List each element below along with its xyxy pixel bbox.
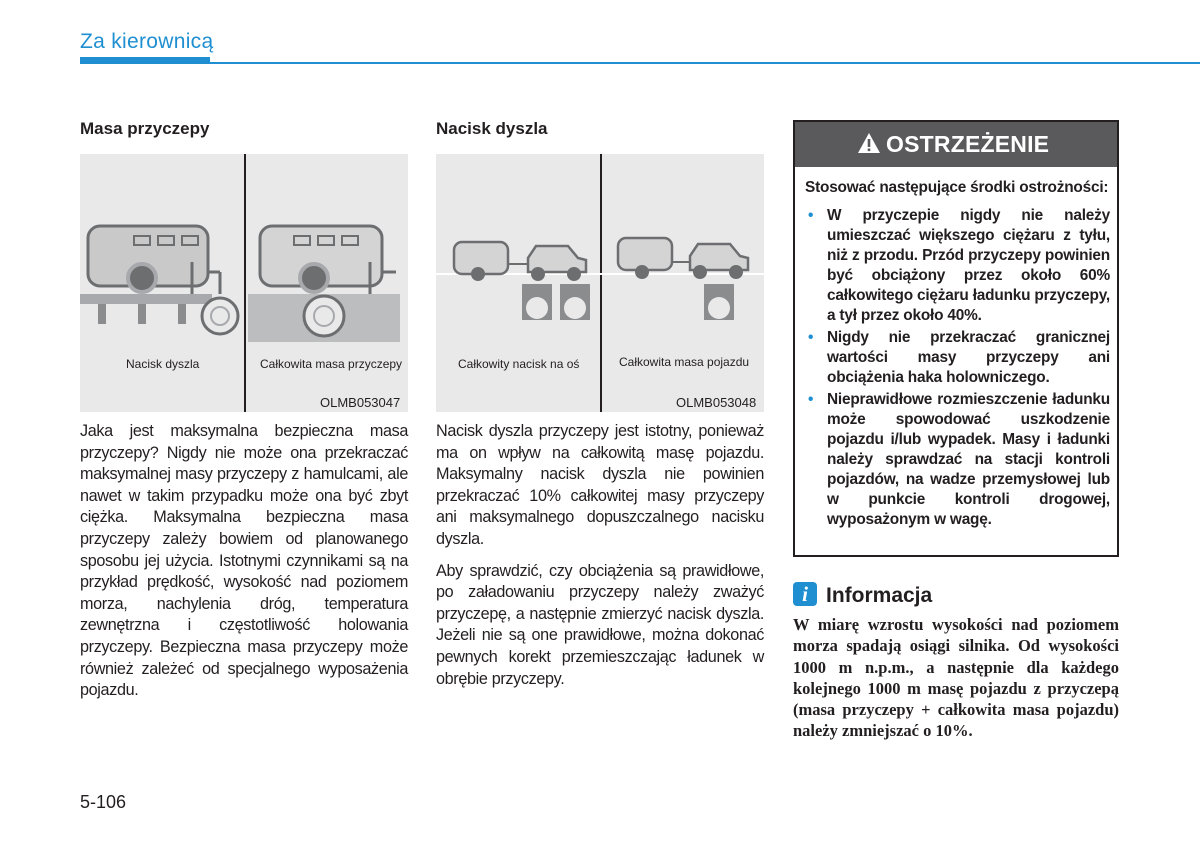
tongue-load-illustration: [436, 154, 764, 412]
info-text: W miarę wzrostu wysokości nad poziomem morza spadają osiągi silnika. Od wysokości 1000 m n.p.m., a następnie dla każdego kolejnego 1000 m masę pojazdu z przyczepą (masa przyczepy + całkowita masa pojazdu) należy zmniejszać o 10%.: [793, 615, 1119, 741]
section-title: Za kierownicą: [80, 30, 214, 53]
warning-title: OSTRZEŻENIE: [886, 131, 1050, 157]
warning-item: [805, 328, 1110, 388]
bullet-icon: •: [808, 207, 814, 224]
header-rule: [80, 62, 1200, 64]
warning-list: [805, 206, 1110, 530]
warning-box: [793, 120, 1119, 557]
heading-trailer-weight: Masa przyczepy: [80, 119, 210, 138]
bullet-icon: •: [808, 391, 814, 408]
figure-code: OLMB053047: [320, 395, 401, 410]
warning-header: [795, 122, 1117, 167]
trailer-right-illustration: [248, 226, 400, 342]
info-icon: i: [793, 582, 817, 606]
warning-item-text: Nigdy nie przekraczać granicznej wartości masy przyczepy ani obciążenia haka holowniczego.: [827, 329, 1110, 386]
axle-load-illustration: [454, 242, 590, 320]
caption-total-trailer-weight: Całkowita masa przyczepy: [260, 357, 403, 371]
warning-item: [805, 390, 1110, 530]
caption-tongue-weight: Nacisk dyszla: [126, 357, 200, 371]
warning-item-text: Nieprawidłowe rozmieszczenie ładunku może spowodować uszkodzenie pojazdu i/lub wypadek. Masy i ładunki należy sprawdzać na stacji kontroli pojazdów, na wadze przemysłowej lub w punkcie kontroli drogowej, wyposażonym w wagę.: [827, 391, 1110, 528]
bullet-icon: •: [808, 329, 814, 346]
warning-body: [805, 178, 1110, 532]
heading-tongue-load: Nacisk dyszla: [436, 119, 548, 138]
caption-total-vehicle-weight: Całkowita masa pojazdu: [619, 355, 750, 369]
warning-item-text: W przyczepie nigdy nie należy umieszczać większego ciężaru z tyłu, niż z przodu. Przód przyczepy powinien być obciążony przez około 60% całkowitego ciężaru ładunku przyczepy, a tył przez około 40%.: [827, 207, 1110, 324]
page-number: 5-106: [80, 792, 127, 812]
info-title: Informacja: [826, 584, 933, 607]
vehicle-weight-illustration: [618, 238, 748, 320]
figure-code: OLMB053048: [676, 395, 757, 410]
caption-total-axle-load: Całkowity nacisk na oś: [458, 357, 580, 371]
tongue-load-text: [436, 421, 764, 700]
warning-triangle-icon: [857, 132, 881, 154]
warning-item: [805, 206, 1110, 326]
warning-intro: Stosować następujące środki ostrożności:: [805, 179, 1109, 196]
trailer-left-illustration: [80, 226, 238, 334]
paragraph: Aby sprawdzić, czy obciążenia są prawidłowe, po załadowaniu przyczepy należy zważyć przyczepę, a następnie zmierzyć nacisk dyszla. Jeżeli nie są one prawidłowe, można dokonać pewnych korekt przemieszczając ładunek w obrębie przyczepy.: [436, 561, 764, 688]
figure-tongue-load: [436, 154, 764, 412]
trailer-weight-text: [80, 421, 408, 712]
trailer-weight-illustration: [80, 154, 408, 412]
figure-trailer-weight: [80, 154, 408, 412]
paragraph: Nacisk dyszla przyczepy jest istotny, ponieważ ma on wpływ na całkowitą masę pojazdu. Maksymalny nacisk dyszla nie powinien przekraczać 10% całkowitej masy przyczepy ani maksymalnego dopuszczalnego nacisku dyszla.: [436, 422, 764, 548]
paragraph: Jaka jest maksymalna bezpieczna masa przyczepy? Nigdy nie może ona przekraczać maksymalnej masy przyczepy z hamulcami, ale nawet w takim przypadku może ona być zbyt ciężka. Maksymalna bezpieczna masa przyczepy zależy bowiem od planowanego sposobu jej użycia. Istotnymi czynnikami są na przykład prędkość, wysokość nad poziomem morza, nachylenia dróg, temperatura zewnętrzna i częstotliwość holowania przyczepy. Bezpieczna masa przyczepy może również zależeć od specjalnego wyposażenia pojazdu.: [80, 422, 408, 700]
